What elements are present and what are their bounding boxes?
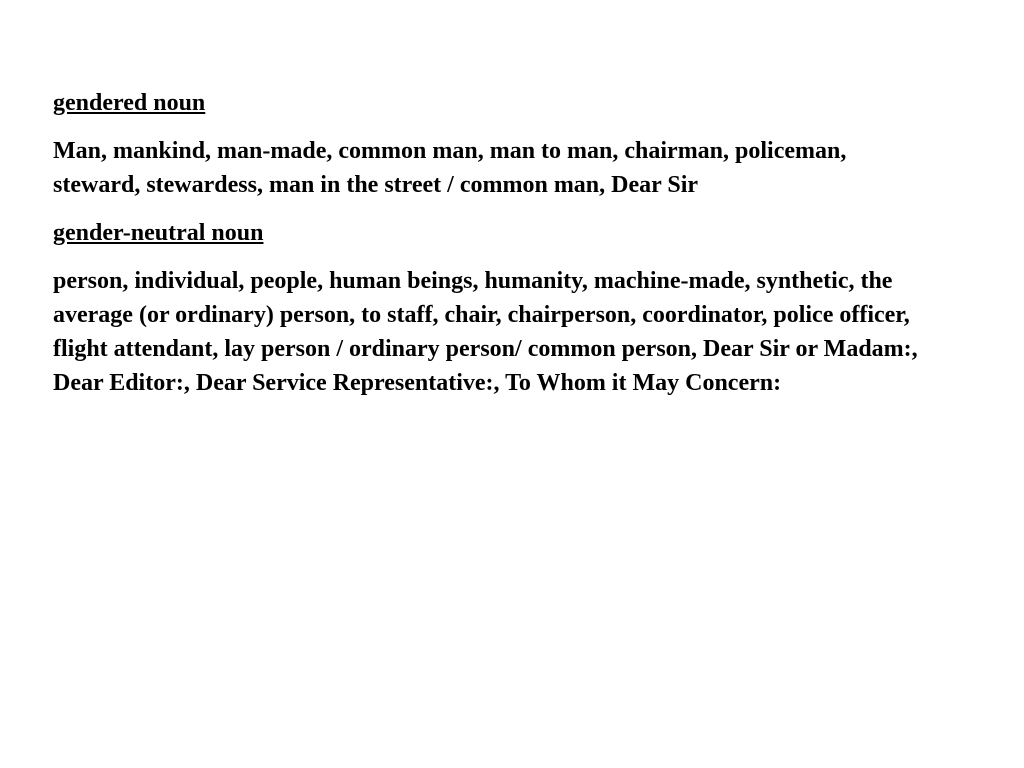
gender-neutral-noun-heading: gender-neutral noun <box>53 220 264 246</box>
slide-content <box>53 86 933 414</box>
gendered-noun-heading: gendered noun <box>53 90 206 116</box>
gender-neutral-noun-examples: person, individual, people, human beings, humanity, machine-made, synthetic, the average (or ordinary) person, to staff, chair, chairperson, coordinator, police officer, flight attendant, lay person / ordinary person/ common person, Dear Sir or Madam:, Dear Editor:, Dear Service Representative:, To Whom it May Concern: <box>53 268 918 396</box>
gendered-noun-examples: Man, mankind, man-made, common man, man to man, chairman, policeman, steward, stewardess, man in the street / common man, Dear Sir <box>53 138 847 198</box>
